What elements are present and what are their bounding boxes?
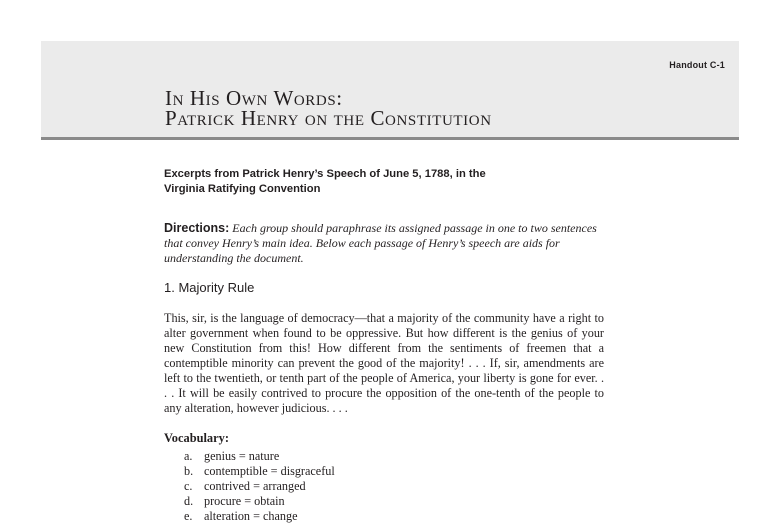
title-line-1: In His Own Words: bbox=[165, 86, 343, 110]
vocabulary-item bbox=[184, 479, 604, 494]
handout-label: Handout C-1 bbox=[669, 60, 725, 70]
vocabulary-item-text: contemptible = disgraceful bbox=[204, 464, 335, 478]
directions bbox=[164, 221, 604, 266]
vocabulary-item bbox=[184, 464, 604, 479]
speech-passage: This, sir, is the language of democracy—that a majority of the community have a right to alter government when found to be oppressive. But how different is the genius of your new Constitution from this! How different from the sentiments of freemen that a contemptible minority can prevent the good of the majority! . . . If, sir, amendments are left to the twentieth, or tenth part of the people of America, your liberty is gone for ever. . . . It will be easily contrived to procure the opposition of the one-tenth of the people to any alteration, however judicious. . . . bbox=[164, 311, 604, 415]
vocabulary-heading: Vocabulary: bbox=[164, 431, 229, 445]
vocabulary-item-text: procure = obtain bbox=[204, 494, 285, 508]
header-band bbox=[41, 41, 739, 140]
title-line-2: Patrick Henry on the Constitution bbox=[165, 106, 492, 130]
vocabulary-item-letter: b. bbox=[184, 464, 194, 478]
page-title bbox=[165, 88, 492, 128]
vocabulary-item bbox=[184, 494, 604, 509]
vocabulary-item-letter: c. bbox=[184, 479, 193, 493]
vocabulary-item-text: alteration = change bbox=[204, 509, 298, 523]
vocabulary-item-text: contrived = arranged bbox=[204, 479, 306, 493]
directions-text: Each group should paraphrase its assigned passage in one to two sentences that convey Henry’s main idea. Below each passage of Henry’s speech are aids for understanding the document. bbox=[164, 221, 597, 265]
vocabulary-item bbox=[184, 509, 604, 524]
vocabulary-item-text: genius = nature bbox=[204, 449, 280, 463]
main-content bbox=[164, 167, 604, 524]
excerpt-heading: Excerpts from Patrick Henry’s Speech of June 5, 1788, in the Virginia Ratifying Convention bbox=[164, 168, 486, 195]
vocabulary-item-letter: a. bbox=[184, 449, 193, 463]
vocabulary-item bbox=[184, 449, 604, 464]
vocabulary-list bbox=[164, 449, 604, 524]
section-heading: 1. Majority Rule bbox=[164, 280, 255, 295]
vocabulary-item-letter: d. bbox=[184, 494, 194, 508]
directions-lead: Directions: bbox=[164, 221, 230, 235]
vocabulary-item-letter: e. bbox=[184, 509, 193, 523]
